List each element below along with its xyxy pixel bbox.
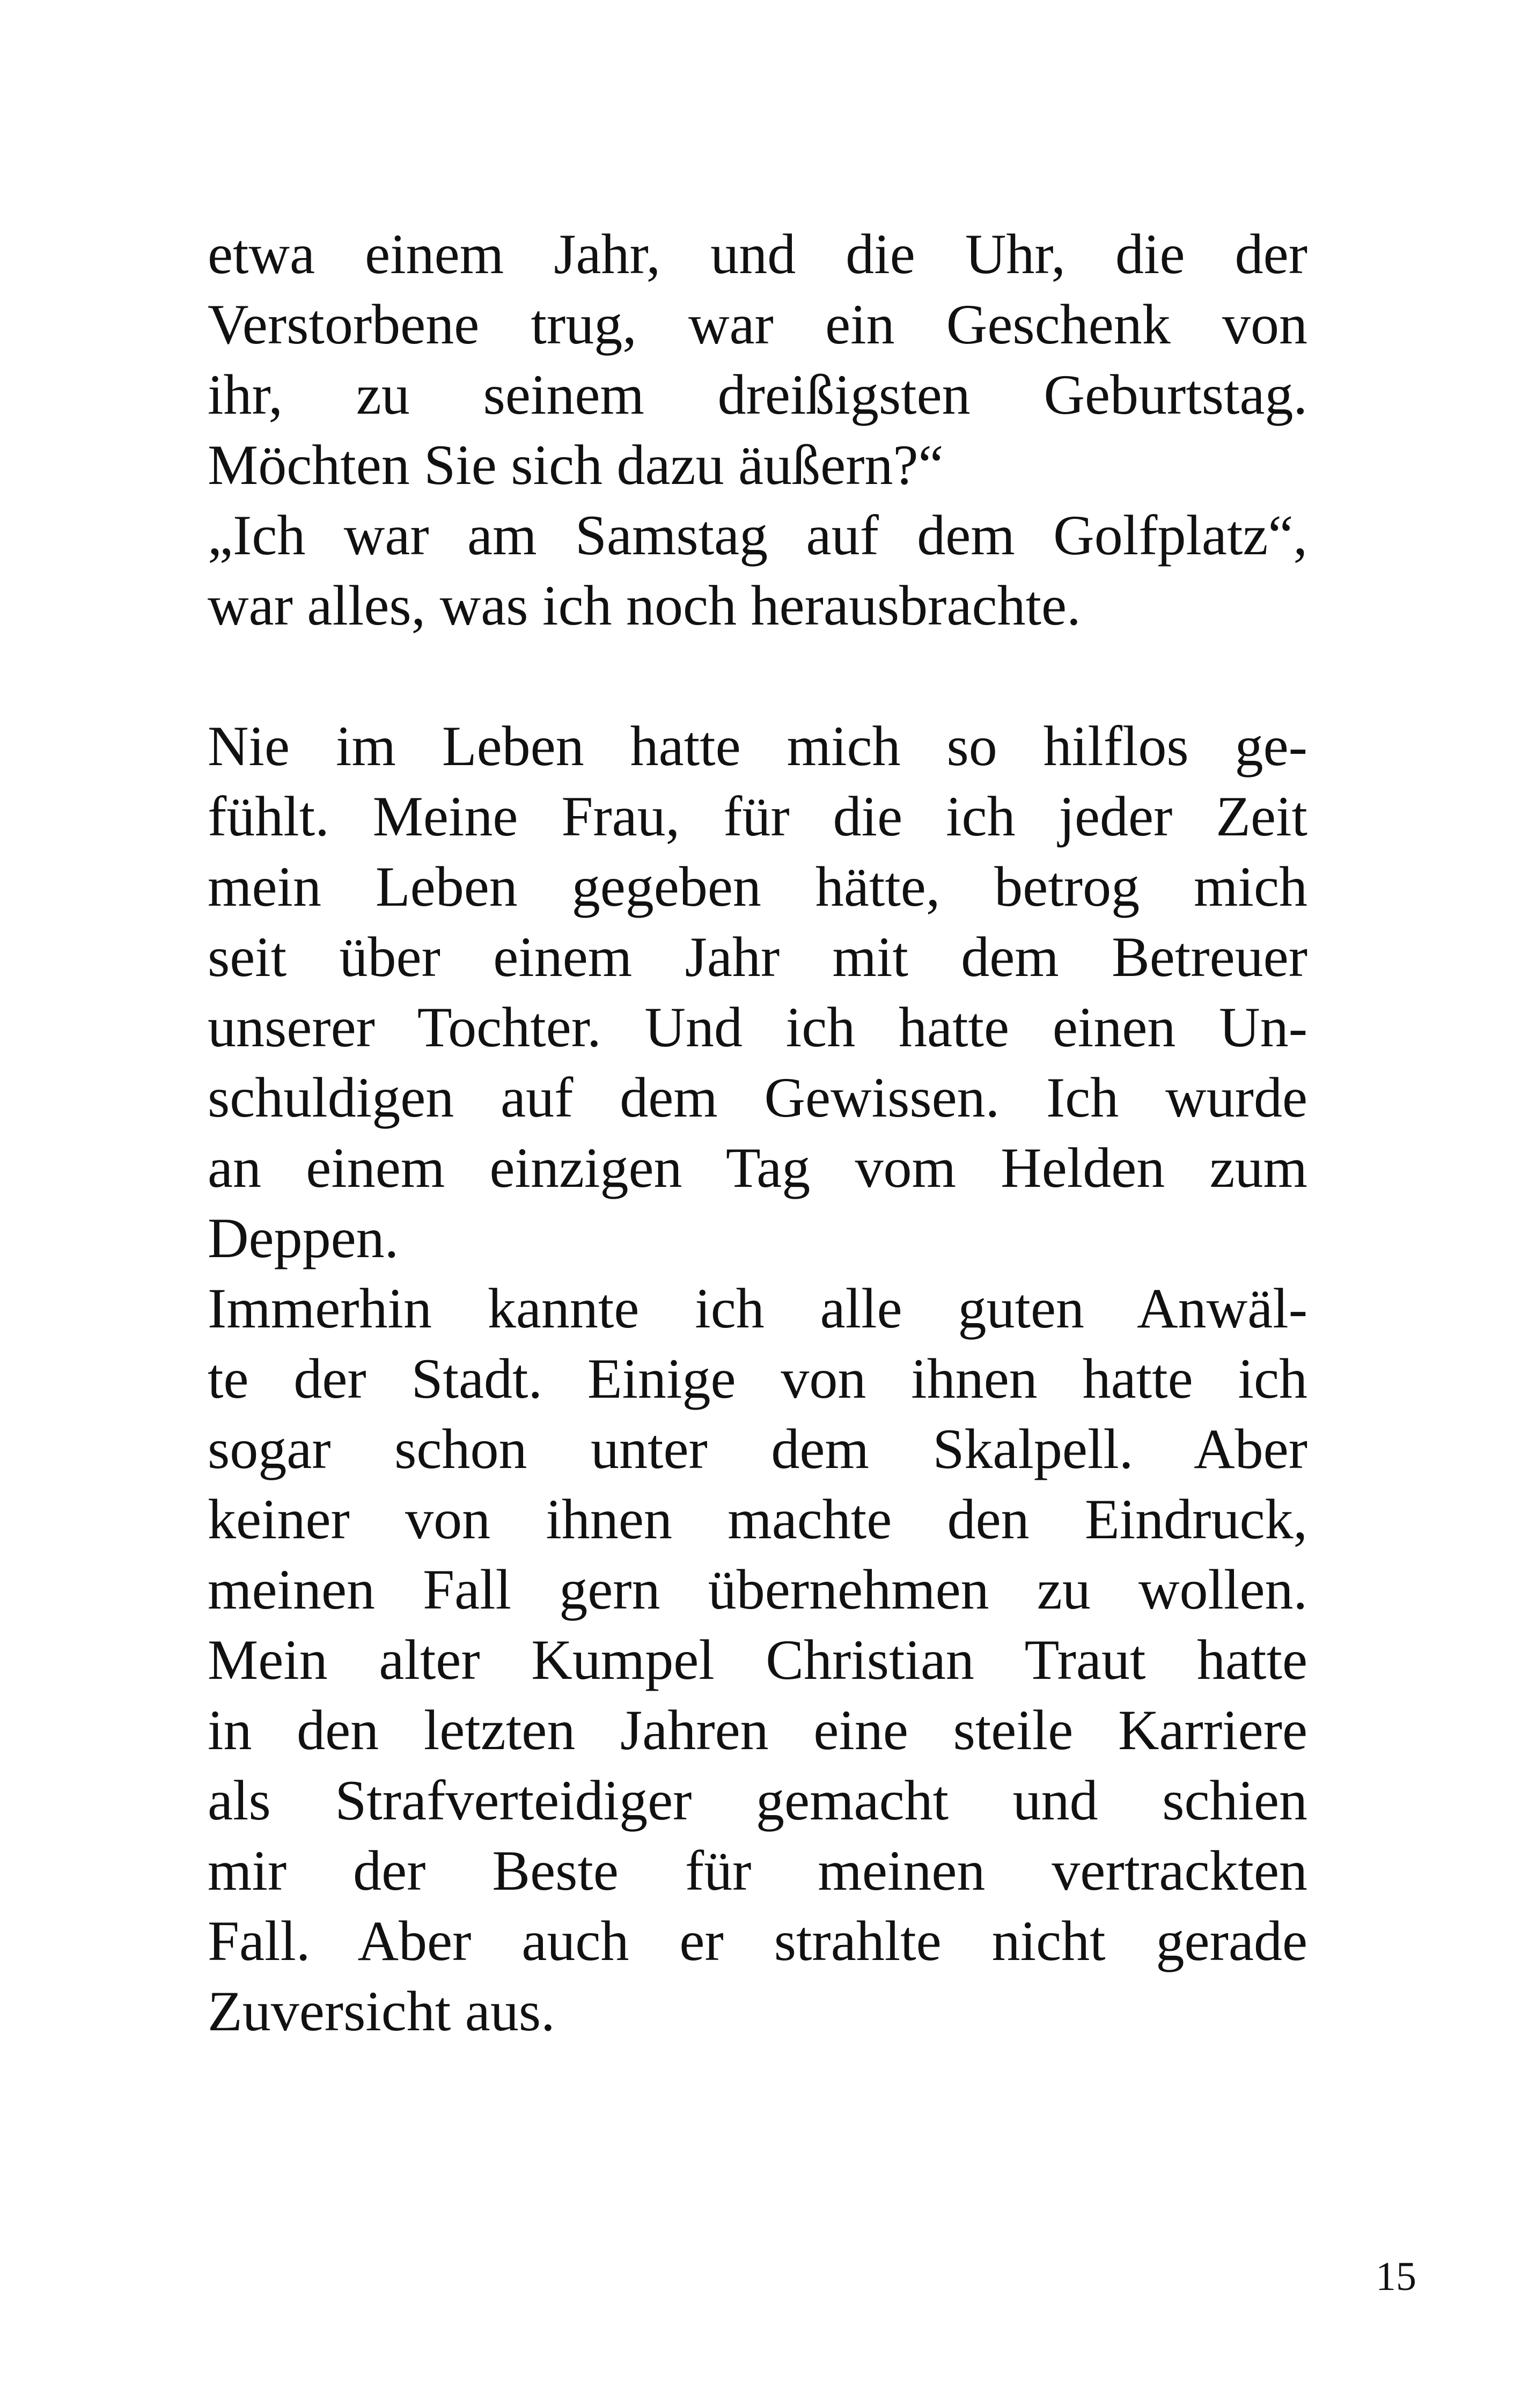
body-text <box>208 219 1307 2046</box>
text-line: fühlt. Meine Frau, für die ich jeder Zeit <box>208 785 1307 848</box>
text-line: war alles, was ich noch herausbrachte. <box>208 574 1081 637</box>
text-line: Mein alter Kumpel Christian Traut hatte <box>208 1628 1307 1691</box>
text-line: an einem einzigen Tag vom Helden zum <box>208 1136 1307 1199</box>
text-line: Zuversicht aus. <box>208 1980 555 2043</box>
paragraph-3 <box>208 1273 1307 2046</box>
text-line: Verstorbene trug, war ein Geschenk von <box>208 293 1307 356</box>
text-line: ihr, zu seinem dreißigsten Geburtstag. <box>208 363 1307 426</box>
text-line: Möchten Sie sich dazu äußern?“ <box>208 434 944 496</box>
text-line: Deppen. <box>208 1207 399 1269</box>
text-line: „Ich war am Samstag auf dem Golfplatz“, <box>208 504 1307 567</box>
paragraph-2 <box>208 711 1307 1273</box>
paragraph-1 <box>208 219 1307 641</box>
text-line: schuldigen auf dem Gewissen. Ich wurde <box>208 1066 1307 1129</box>
text-line: in den letzten Jahren eine steile Karriere <box>208 1699 1307 1761</box>
text-line: mein Leben gegeben hätte, betrog mich <box>208 855 1307 918</box>
text-line: etwa einem Jahr, und die Uhr, die der <box>208 223 1307 285</box>
text-line: keiner von ihnen machte den Eindruck, <box>208 1488 1307 1551</box>
text-line: unserer Tochter. Und ich hatte einen Un- <box>208 996 1307 1059</box>
page-number: 15 <box>1376 2254 1416 2299</box>
text-line: te der Stadt. Einige von ihnen hatte ich <box>208 1347 1307 1410</box>
text-line: meinen Fall gern übernehmen zu wollen. <box>208 1558 1307 1621</box>
text-line: Immerhin kannte ich alle guten Anwäl- <box>208 1277 1307 1340</box>
text-line: mir der Beste für meinen vertrackten <box>208 1839 1307 1902</box>
text-line: seit über einem Jahr mit dem Betreuer <box>208 926 1307 988</box>
text-line: als Strafverteidiger gemacht und schien <box>208 1769 1307 1832</box>
paragraph-gap <box>208 641 1307 711</box>
text-line: Nie im Leben hatte mich so hilflos ge- <box>208 715 1307 777</box>
text-line: Fall. Aber auch er strahlte nicht gerade <box>208 1910 1307 1972</box>
text-line: sogar schon unter dem Skalpell. Aber <box>208 1418 1307 1480</box>
